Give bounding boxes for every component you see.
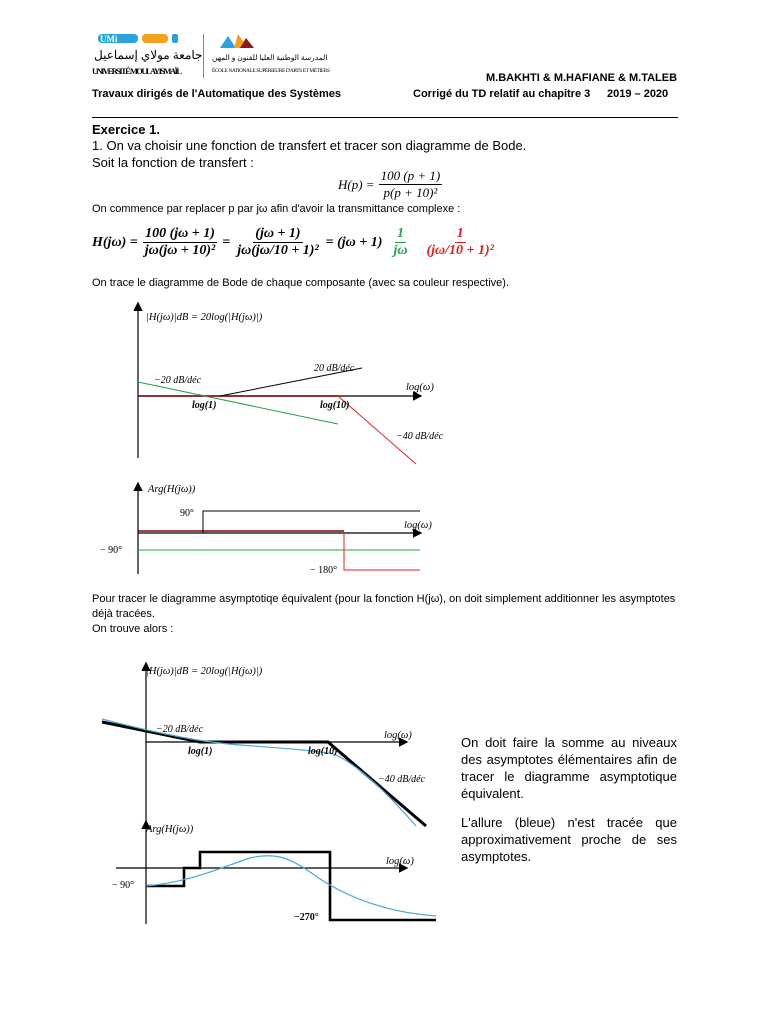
m90-label: − 90°: [100, 545, 123, 556]
gain-plot-components: [120, 298, 444, 468]
side-text-2: L'allure (bleue) n'est tracée que approximativement proche de ses asymptotes.: [461, 815, 677, 864]
sum-phase-label: Arg(H(jω)): [146, 824, 194, 835]
tf-fraction: [379, 168, 443, 201]
tf-den: p(p + 10)²: [383, 185, 438, 200]
sum-log1-label: log(1): [188, 746, 213, 757]
log10-label: log(10): [320, 400, 350, 411]
ensam-latin: ÉCOLE NATIONALE SUPÉRIEURE D'ARTS ET MÉTIERS: [212, 68, 330, 74]
gain-label: |H(jω)|dB = 20log(|H(jω)|): [146, 312, 263, 323]
tf-num: 100 (p + 1): [380, 168, 441, 183]
sum-m90-label: − 90°: [112, 880, 135, 891]
eq-frac-1: $\frac{100 (j\omega + 1)}{\text{jω(jω + 10)²}}$: [144, 226, 216, 258]
ensam-arabic: المدرسة الوطنية العليا للفنون و المهن: [212, 53, 328, 62]
sum-text-1: Pour tracer le diagramme asymptotiqe équivalent (pour la fonction H(jω), on doit simplement additionner les asymptotes déjà tracées.: [92, 593, 676, 620]
sum-phase-x-label: log(ω): [386, 856, 414, 867]
header-authors: M.BAKHTI & M.HAFIANE & M.TALEB: [486, 72, 678, 84]
red-slope-line: [338, 396, 416, 464]
sum-gain-curve: [102, 719, 416, 826]
umi-logo: [92, 30, 203, 80]
sum-m270-label: −270°: [294, 912, 319, 923]
red-phase-step: [344, 533, 420, 570]
phase-label: Arg(H(jω)): [148, 484, 196, 495]
p20-label: 20 dB/déc: [314, 363, 355, 374]
exercise-title: Exercice 1.: [92, 122, 160, 137]
eq-lhs: H(jω) =: [92, 234, 138, 250]
complex-equation: H(jω) = $\frac{100 (j\omega + 1)}{\text{jω(jω + 10)²}}$ = $\frac{(j\omega + 1)}{\text{jω(jω/10 + 1)²}}$ = (jω + 1) $\frac{1}{j\omega}$ $\frac{1}{\text{(jω/10 + 1)²}}$: [92, 226, 494, 258]
umi-arabic: جامعة مولاي إسماعيل: [94, 48, 203, 62]
m20-label: −20 dB/déc: [154, 375, 202, 386]
sum-log10-label: log(10): [308, 746, 338, 757]
exercise-line1: 1. On va choisir une fonction de transfert et tracer son diagramme de Bode.: [92, 138, 527, 153]
side-text-1: On doit faire la somme au niveaux des asymptotes élémentaires afin de tracer le diagramme asymptotique équivalent.: [461, 735, 677, 801]
sum-text-2: On trouve alors :: [92, 623, 174, 635]
sum-m40-label: −40 dB/déc: [378, 774, 426, 785]
umi-latin: UNIVERSITÉ MOULAY ISMAÏL: [92, 66, 182, 76]
sum-x-label: log(ω): [384, 730, 412, 741]
umi-logo-text: UMi: [100, 34, 118, 44]
eq-frac-red: $\frac{1}{\text{(jω/10 + 1)²}}$: [426, 226, 494, 258]
m180-label: − 180°: [310, 565, 338, 576]
sum-m20-label: −20 dB/déc: [156, 724, 204, 735]
exercise-line2: Soit la fonction de transfert :: [92, 155, 254, 170]
header-chapter: Corrigé du TD relatif au chapitre 3: [413, 88, 591, 100]
phase-x-label: log(ω): [404, 520, 432, 531]
x-label: log(ω): [406, 382, 434, 393]
eq-frac-green: $\frac{1}{j\omega}$: [393, 226, 408, 258]
phase-plot-components: [100, 478, 440, 578]
p90-label: 90°: [180, 508, 194, 519]
gain-plot-sum: [100, 656, 450, 836]
trace-text: On trace le diagramme de Bode de chaque composante (avec sa couleur respective).: [92, 277, 510, 289]
tf-lhs: H(p) =: [338, 176, 375, 192]
header-course: Travaux dirigés de l'Automatique des Systèmes: [92, 88, 341, 100]
green-slope-line: [138, 382, 338, 424]
eq-frac-2: $\frac{(j\omega + 1)}{\text{jω(jω/10 + 1)²}}$: [237, 226, 319, 258]
header-rule: [92, 117, 678, 118]
logo-divider: [203, 34, 204, 78]
transfer-function: [338, 168, 442, 201]
black-phase-step: [203, 511, 420, 533]
phase-plot-sum: [100, 816, 450, 928]
header-year: 2019 – 2020: [607, 88, 669, 100]
replace-text: On commence par replacer p par jω afin d'avoir la transmittance complexe :: [92, 203, 461, 215]
ensam-logo: [208, 32, 332, 80]
log1-label: log(1): [192, 400, 217, 411]
m40-label: −40 dB/déc: [396, 431, 444, 442]
sum-gain-label: |H(jω)|dB = 20log(|H(jω)|): [146, 666, 263, 677]
